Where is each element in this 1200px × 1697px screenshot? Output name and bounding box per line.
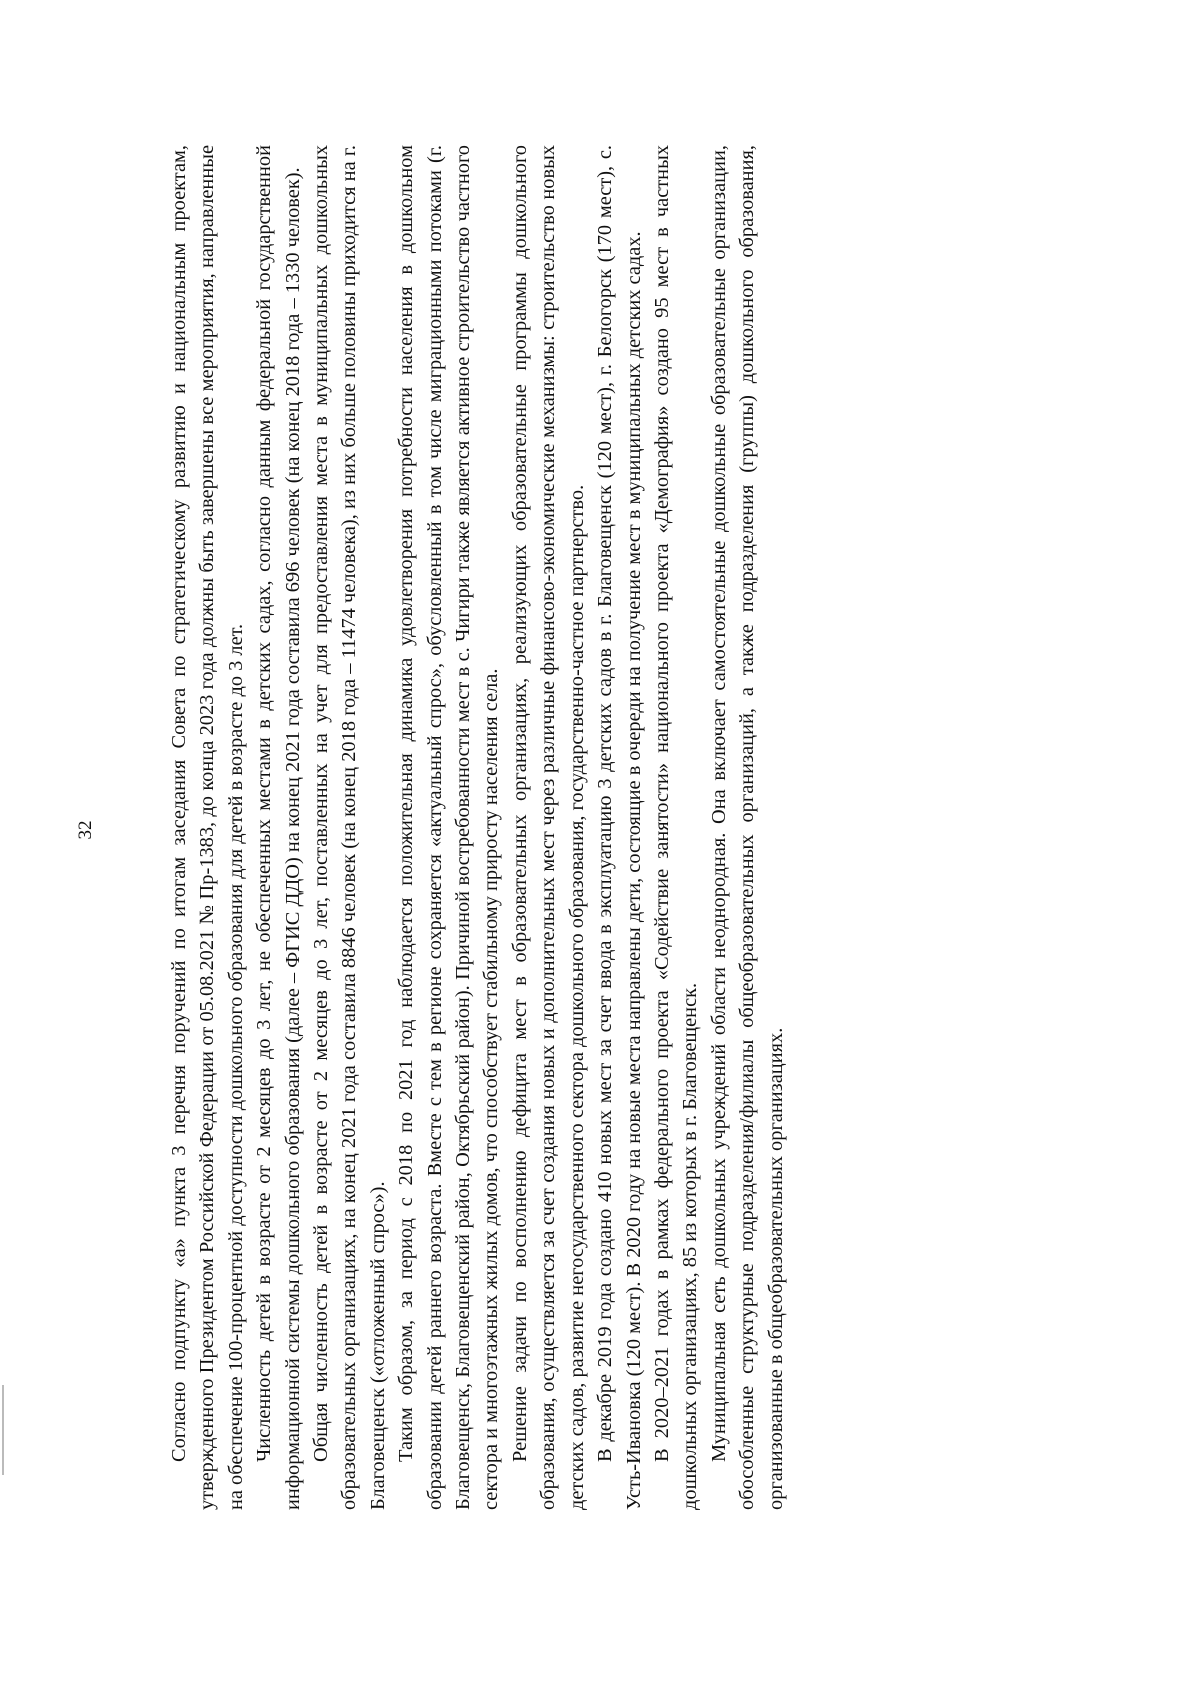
scan-edge-mark <box>2 1385 4 1475</box>
paragraph-deficit-solution: Решение задачи по восполнению дефицита мест в образовательных организациях, реализующих образовательные программы дошкольного образования, осуществляется за счет создания новых и дополнительных мест через различные финансово-экономические механизмы: строительство новых детских садов, развитие негосударственного сектора дошкольного образования, государственно-частное партнерство. <box>508 145 588 1510</box>
paragraph-municipal-network: Муниципальная сеть дошкольных учреждений области неоднородная. Она включает самостоятельные дошкольные образовательные организации, обособленные структурные подразделения/филиалы общеобразовательных организаций, а также подразделения (группы) дошкольного образования, организованные в общеобразовательных организациях. <box>707 145 787 1510</box>
paragraph-children-without-places: Численность детей в возрасте от 2 месяцев до 3 лет, не обеспеченных местами в детских садах, согласно данным федеральной государственной информационной системы дошкольного образования (далее – ФГИС ДДО) на конец 2021 года составила 696 человек (на конец 2018 года – 1330 человек). <box>253 145 304 1510</box>
paragraph-decree-reference: Согласно подпункту «а» пункта 3 перечня поручений по итогам заседания Совета по стратегическому развитию и национальным проектам, утвержденного Президентом Российской Федерации от 05.08.2021 № Пр-1383, до конца 2023 года должны быть завершены все мероприятия, направленные на обеспечение 100-процентной доступности дошкольного образования для детей в возрасте до 3 лет. <box>168 145 247 1510</box>
paragraph-new-places-2019: В декабре 2019 года создано 410 новых мест за счет ввода в эксплуатацию 3 детских садов в г. Благовещенск (120 мест), г. Белогорск (170 мест), с. Усть-Ивановка (120 мест). В 2020 году на новые места направлены дети, состоящие в очереди на получение мест в муниципальных детских садах. <box>594 145 645 1510</box>
paragraph-total-registered-children: Общая численность детей в возрасте от 2 месяцев до 3 лет, поставленных на учет для предоставления места в муниципальных дошкольных образовательных организациях, на конец 2021 года составила 8846 человек (на конец 2018 года – 11474 человека), из них больше половины приходится на г. Благовещенск («отложенный спрос»). <box>310 145 389 1510</box>
document-body <box>165 145 790 1510</box>
paragraph-federal-project-places: В 2020–2021 годах в рамках федерального проекта «Содействие занятости» национального проекта «Демография» создано 95 мест в частных дошкольных организациях, 85 из которых в г. Благовещенск. <box>650 145 702 1510</box>
paragraph-positive-dynamics: Таким образом, за период с 2018 по 2021 год наблюдается положительная динамика удовлетворения потребности населения в дошкольном образовании детей раннего возраста. Вместе с тем в регионе сохраняется «актуальный спрос», обусловленный в том числе миграционными потоками (г. Благовещенск, Благовещенский район, Октябрьский район). Причиной востребованности мест в с. Чигири также является активное строительство частного сектора и многоэтажных жилых домов, что способствует стабильному приросту населения села. <box>395 145 503 1510</box>
page-number: 32 <box>75 820 96 840</box>
rotated-page-content <box>75 120 935 1540</box>
